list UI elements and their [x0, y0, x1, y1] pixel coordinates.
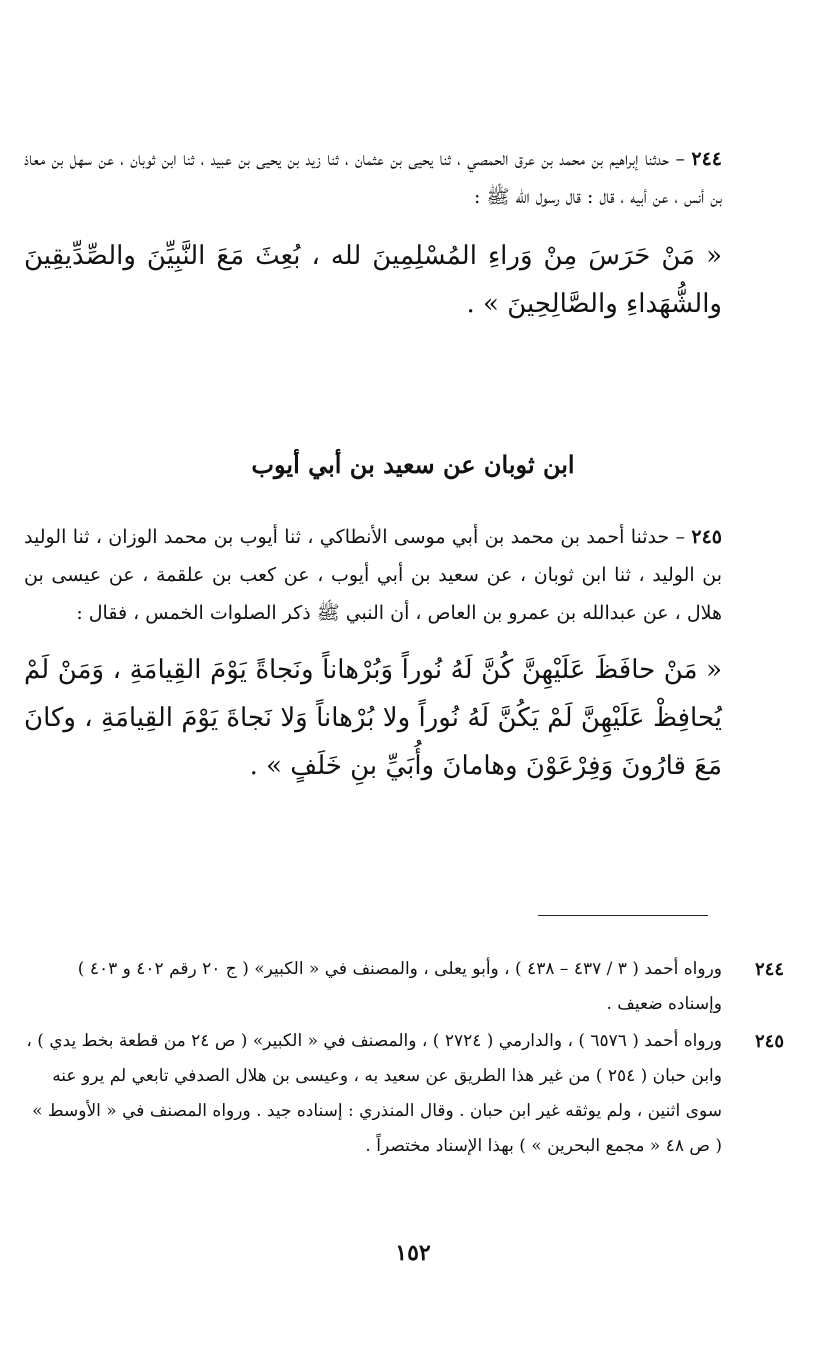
- footnote-number: ٢٤٥: [754, 1031, 784, 1052]
- section-heading: ابن ثوبان عن سعيد بن أبي أيوب: [251, 450, 575, 479]
- isnad-text: – حدثنا إبراهيم بن محمد بن عرق الحمصي ، ثنا يحيى بن عثمان ، ثنا زيد بن يحيى بن عبيد ، ثنا ابن ثوبان ، عن سهل بن معاذ بن أنس ، عن أبيه ، قال : قال رسول الله ﷺ :: [24, 148, 722, 208]
- hadith-entry-245: [24, 518, 722, 790]
- hadith-text: « مَنْ حافَظَ عَلَيْهِنَّ كُنَّ لَهُ نُوراً وَبُرْهاناً ونَجاةً يَوْمَ القِيامَةِ ، وَمَنْ لَمْ يُحافِظْ عَلَيْهِنَّ لَمْ يَكُنَّ لَهُ نُوراً ولا بُرْهاناً وَلا نَجاةَ يَوْمَ القِيامَةِ ، وكانَ مَعَ قارُونَ وَفِرْعَوْنَ وهامانَ وأُبَيِّ بنِ خَلَفٍ » .: [24, 655, 722, 781]
- footnote-text: ورواه أحمد ( ٣ / ٤٣٧ – ٤٣٨ ) ، وأبو يعلى ، والمصنف في « الكبير» ( ج ٢٠ رقم ٤٠٢ و ٤٠٣ ) وإسناده ضعيف .: [77, 959, 722, 1014]
- hadith-number: ٢٤٤: [691, 148, 722, 170]
- footnote-244: [24, 952, 784, 1022]
- page-number: ١٥٢: [395, 1240, 431, 1266]
- hadith-entry-244: [24, 140, 722, 328]
- isnad-text: – حدثنا أحمد بن محمد بن أبي موسى الأنطاكي ، ثنا أيوب بن محمد الوزان ، ثنا الوليد بن الوليد ، ثنا ابن ثوبان ، عن سعيد بن أبي أيوب ، عن كعب بن علقمة ، عن عيسى بن هلال ، عن عبدالله بن عمرو بن العاص ، أن النبي ﷺ ذكر الصلوات الخمس ، فقال :: [24, 526, 722, 624]
- footnote-245: [24, 1024, 784, 1164]
- footnote-text: ورواه أحمد ( ٦٥٧٦ ) ، والدارمي ( ٢٧٢٤ ) ، والمصنف في « الكبير» ( ص ٢٤ من قطعة بخط يدي ) ، وابن حبان ( ٢٥٤ ) من غير هذا الطريق عن سعيد به ، وعيسى بن هلال الصدفي تابعي لم يرو عنه سوى اثنين ، ولم يوثقه غير ابن حبان . وقال المنذري : إسناده جيد . ورواه المصنف في « الأوسط » ( ص ٤٨ « مجمع البحرين » ) بهذا الإسناد مختصراً .: [26, 1031, 722, 1156]
- hadith-text: « مَنْ حَرَسَ مِنْ وَراءِ المُسْلِمِينَ لله ، بُعِثَ مَعَ النَّبِيِّنَ والصِّدِّيقِينَ والشُّهَداءِ والصَّالِحِينَ » .: [24, 241, 722, 319]
- isnad-paragraph: [24, 140, 722, 216]
- footnote-number: ٢٤٤: [754, 959, 784, 980]
- footnote-separator: [538, 915, 708, 916]
- hadith-number: ٢٤٥: [691, 526, 723, 548]
- isnad-paragraph: [24, 518, 722, 632]
